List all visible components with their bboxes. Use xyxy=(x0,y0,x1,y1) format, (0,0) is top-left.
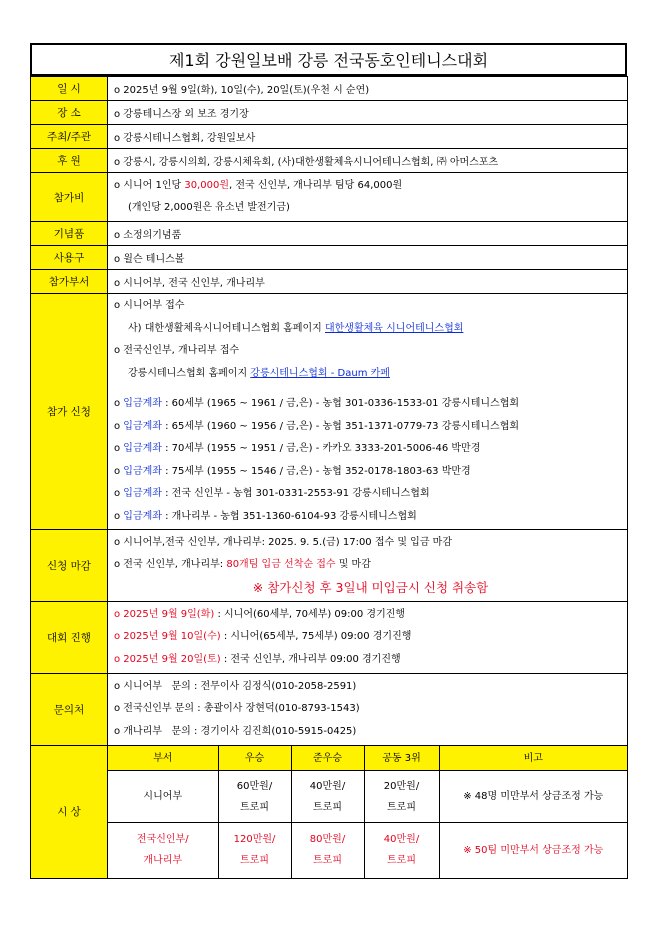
prize-division-name-2: 개나리부 xyxy=(143,855,183,867)
schedule-item xyxy=(114,626,627,649)
schedule-date: o 2025년 9월 9일(화) xyxy=(114,608,215,620)
account-line xyxy=(114,416,627,439)
deadline-content xyxy=(108,530,628,602)
row-schedule xyxy=(31,602,628,674)
info-table xyxy=(30,76,628,879)
prize-trophy: 트로피 xyxy=(313,855,342,867)
label-venue: 장 소 xyxy=(31,101,108,125)
prize-amount: 80만원/ xyxy=(309,834,346,846)
deadline-line-1: o 시니어부,전국 신인부, 개나리부: 2025. 9. 5.(금) 17:00 접수 및 입금 마감 xyxy=(114,536,453,548)
prize-trophy: 트로피 xyxy=(387,855,416,867)
prize-second xyxy=(291,823,364,878)
division-text: o 시니어부, 전국 신인부, 개나리부 xyxy=(108,270,628,294)
account-line xyxy=(114,393,627,416)
row-date xyxy=(31,77,628,101)
row-sponsor xyxy=(31,149,628,173)
apply-rookie-title: o 전국신인부, 개나리부 접수 xyxy=(114,345,240,356)
page-title: 제1회 강원일보배 강릉 전국동호인테니스대회 xyxy=(30,43,627,76)
account-key: 입금계좌 xyxy=(123,510,162,522)
account-key: 입금계좌 xyxy=(123,443,162,454)
account-bullet: o xyxy=(114,465,124,477)
contact-item: o 전국신인부 문의 : 총괄이사 장현덕(010-8793-1543) xyxy=(114,703,360,715)
gangneung-cafe-link[interactable]: 강릉시테니스협회 - Daum 카페 xyxy=(250,367,390,379)
prize-header-row xyxy=(108,746,627,771)
prize-header: 우승 xyxy=(218,746,291,771)
prize-division-name: 전국신인부/ xyxy=(136,834,189,846)
label-contact: 문의처 xyxy=(31,674,108,746)
prize-first xyxy=(218,771,291,823)
prize-division xyxy=(108,823,218,878)
label-apply: 참가 신청 xyxy=(31,294,108,530)
schedule-date: o 2025년 9월 10일(수) xyxy=(114,631,221,643)
prize-table xyxy=(108,746,627,878)
row-deadline xyxy=(31,530,628,602)
label-fee: 참가비 xyxy=(31,173,108,222)
account-bullet: o xyxy=(114,488,124,499)
senior-association-link[interactable]: 대한생활체육 시니어테니스협회 xyxy=(324,322,464,334)
prize-header: 준우승 xyxy=(291,746,364,771)
fee-text-a: o 시니어 1인당 xyxy=(114,179,185,191)
label-schedule: 대회 진행 xyxy=(31,602,108,674)
account-line xyxy=(114,438,627,461)
prize-cell xyxy=(108,746,628,879)
row-ball xyxy=(31,246,628,270)
fee-text-b: , 전국 신인부, 개나리부 팀당 64,000원 xyxy=(228,179,403,191)
row-prize xyxy=(31,746,628,879)
prize-amount: 40만원/ xyxy=(383,834,420,846)
account-text: : 전국 신인부 - 농협 301-0331-2553-91 강릉시테니스협회 xyxy=(161,488,430,499)
deadline-text-a: o 전국 신인부, 개나리부: xyxy=(114,559,227,571)
account-line xyxy=(114,506,627,529)
schedule-item xyxy=(114,604,627,627)
row-division xyxy=(31,270,628,294)
account-bullet: o xyxy=(114,510,124,522)
account-bullet: o xyxy=(114,398,124,409)
account-bullet: o xyxy=(114,443,124,454)
schedule-item xyxy=(114,649,627,672)
row-venue xyxy=(31,101,628,125)
prize-row-senior xyxy=(108,771,627,823)
prize-row-rookie xyxy=(108,823,627,878)
fee-content xyxy=(108,173,628,222)
deadline-first-come: 80개팀 입금 선착순 접수 xyxy=(226,559,336,571)
account-key: 입금계좌 xyxy=(123,488,162,499)
date-text: o 2025년 9월 9일(화), 10일(수), 20일(토)(우천 시 순연) xyxy=(108,77,628,101)
account-key: 입금계좌 xyxy=(123,420,162,432)
deadline-text-b: 및 마감 xyxy=(335,559,371,571)
prize-trophy: 트로피 xyxy=(240,801,269,813)
label-division: 참가부서 xyxy=(31,270,108,294)
row-host xyxy=(31,125,628,149)
prize-amount: 20만원/ xyxy=(383,780,420,792)
prize-second xyxy=(291,771,364,823)
row-gift xyxy=(31,222,628,246)
document xyxy=(30,43,627,879)
row-apply xyxy=(31,294,628,530)
apply-senior-site xyxy=(114,318,627,341)
prize-third xyxy=(364,771,439,823)
gift-text: o 소정의기념품 xyxy=(108,222,628,246)
apply-senior-title: o 시니어부 접수 xyxy=(114,300,185,311)
fee-amount-senior: 30,000원 xyxy=(184,179,229,191)
prize-division-name: 시니어부 xyxy=(143,791,183,802)
row-fee xyxy=(31,173,628,222)
account-text: : 70세부 (1955 ~ 1951 / 금,은) - 카카오 3333-201-5006-46 박만경 xyxy=(161,443,481,454)
label-prize: 시 상 xyxy=(31,746,108,879)
label-host: 주최/주관 xyxy=(31,125,108,149)
deadline-line-2 xyxy=(114,554,627,577)
account-text: : 60세부 (1965 ~ 1961 / 금,은) - 농협 301-0336-1533-01 강릉시테니스협회 xyxy=(161,398,520,409)
label-ball: 사용구 xyxy=(31,246,108,270)
sponsor-text: o 강릉시, 강릉시의회, 강릉시체육회, (사)대한생활체육시니어테니스협회, ㈜ 아머스포츠 xyxy=(108,149,628,173)
apply-rookie-site xyxy=(114,363,627,386)
prize-trophy: 트로피 xyxy=(240,855,269,867)
schedule-text: : 시니어(60세부, 70세부) 09:00 경기진행 xyxy=(214,608,406,620)
label-date: 일 시 xyxy=(31,77,108,101)
row-contact xyxy=(31,674,628,746)
prize-header: 공동 3위 xyxy=(364,746,439,771)
host-text: o 강릉시테니스협회, 강원일보사 xyxy=(108,125,628,149)
prize-note: ※ 50팀 미만부서 상금조정 가능 xyxy=(439,823,627,878)
contact-item: o 시니어부 문의 : 전무이사 김정식(010-2058-2591) xyxy=(114,680,357,692)
prize-amount: 120만원/ xyxy=(233,834,276,846)
ball-text: o 윌슨 테니스볼 xyxy=(108,246,628,270)
contact-item: o 개나리부 문의 : 경기이사 김진희(010-5915-0425) xyxy=(114,725,357,737)
account-key: 입금계좌 xyxy=(123,398,162,409)
prize-amount: 60만원/ xyxy=(236,780,273,792)
contact-content xyxy=(108,674,628,746)
prize-trophy: 트로피 xyxy=(387,801,416,813)
prize-header: 부서 xyxy=(108,746,218,771)
schedule-content xyxy=(108,602,628,674)
apply-rookie-site-text: 강릉시테니스협회 홈페이지 xyxy=(128,367,251,379)
prize-third xyxy=(364,823,439,878)
venue-text: o 강릉테니스장 외 보조 경기장 xyxy=(108,101,628,125)
schedule-text: : 시니어(65세부, 75세부) 09:00 경기진행 xyxy=(220,631,412,643)
account-text: : 개나리부 - 농협 351-1360-6104-93 강릉시테니스협회 xyxy=(161,510,417,522)
deadline-notice: ※ 참가신청 후 3일내 미입금시 신청 취송함 xyxy=(252,579,489,595)
apply-content xyxy=(108,294,628,530)
fee-line-1 xyxy=(114,175,627,198)
account-text: : 65세부 (1960 ~ 1956 / 금,은) - 농협 351-1371-0779-73 강릉시테니스협회 xyxy=(161,420,520,432)
prize-note: ※ 48명 미만부서 상금조정 가능 xyxy=(439,771,627,823)
account-bullet: o xyxy=(114,420,124,432)
fee-line-2: (개인당 2,000원은 유소년 발전기금) xyxy=(128,202,290,213)
account-line xyxy=(114,483,627,506)
prize-first xyxy=(218,823,291,878)
schedule-date: o 2025년 9월 20일(토) xyxy=(114,653,221,665)
label-gift: 기념품 xyxy=(31,222,108,246)
prize-division xyxy=(108,771,218,823)
label-deadline: 신청 마감 xyxy=(31,530,108,602)
account-key: 입금계좌 xyxy=(123,465,162,477)
account-line xyxy=(114,461,627,484)
prize-amount: 40만원/ xyxy=(309,780,346,792)
account-text: : 75세부 (1955 ~ 1546 / 금,은) - 농협 352-0178-1803-63 박만경 xyxy=(161,465,471,477)
label-sponsor: 후 원 xyxy=(31,149,108,173)
prize-header: 비고 xyxy=(439,746,627,771)
schedule-text: : 전국 신인부, 개나리부 09:00 경기진행 xyxy=(220,653,401,665)
prize-trophy: 트로피 xyxy=(313,801,342,813)
apply-senior-site-text: 사) 대한생활체육시니어테니스협회 홈페이지 xyxy=(128,322,325,334)
